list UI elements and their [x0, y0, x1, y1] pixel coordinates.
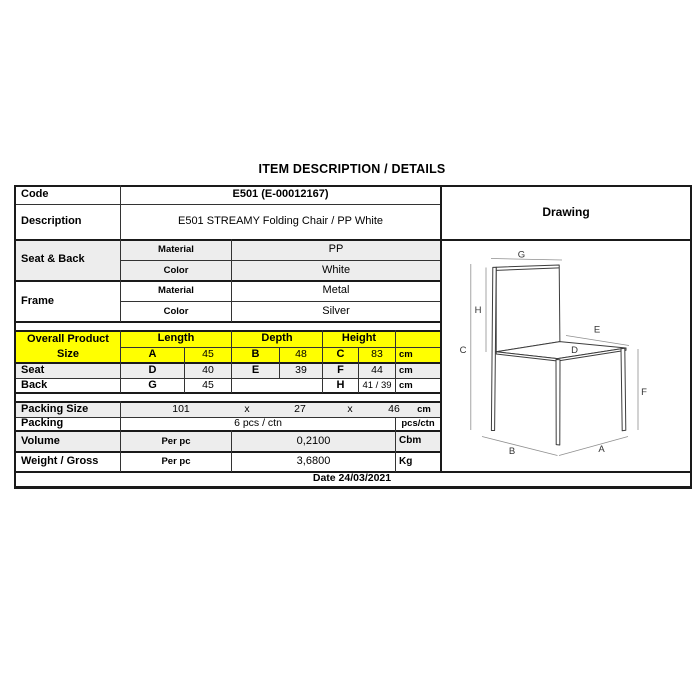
back-height-key: H [336, 378, 345, 391]
volume-label: Volume [21, 434, 60, 447]
overall-length-value: 45 [202, 347, 214, 360]
volume-unit: Cbm [399, 435, 422, 447]
date-row: Date 24/03/2021 [312, 472, 392, 485]
description-label: Description [21, 215, 82, 228]
code-value: E501 (E-00012167) [232, 188, 329, 201]
seat-depth-value: 39 [295, 363, 307, 376]
overall-depth-key: B [251, 347, 260, 360]
back-row-label: Back [21, 378, 48, 391]
seat-length-key: D [148, 363, 157, 376]
dim-label-e: E [593, 324, 601, 336]
chair-front-leg [556, 360, 560, 446]
page-title: ITEM DESCRIPTION / DETAILS [258, 162, 446, 176]
dim-label-c: C [459, 345, 467, 356]
chair-backrest [496, 265, 560, 352]
seat-height-value: 44 [371, 363, 383, 376]
depth-header: Depth [261, 332, 293, 345]
weight-value: 3,6800 [296, 455, 331, 468]
weight-label: Weight / Gross [21, 455, 99, 468]
overall-length-key: A [148, 347, 157, 360]
code-label: Code [21, 188, 49, 201]
dim-line-a [559, 437, 628, 456]
packing-unit: pcs/ctn [401, 418, 435, 430]
seat-unit: cm [399, 364, 413, 376]
dim-line-g [491, 259, 562, 261]
packing-value: 6 pcs / ctn [234, 417, 282, 430]
seat-back-label: Seat & Back [21, 253, 85, 266]
weight-unit: Kg [399, 455, 413, 467]
dim-label-b: B [508, 446, 516, 457]
packing-size-dim3: 46 [388, 402, 400, 415]
packing-size-sep1: x [244, 402, 250, 415]
description-value: E501 STREAMY Folding Chair / PP White [177, 215, 383, 228]
frame-material-value: Metal [322, 284, 350, 297]
length-header: Length [157, 332, 195, 345]
overall-unit: cm [399, 348, 413, 360]
frame-label: Frame [21, 294, 55, 307]
chair-left-frame [491, 267, 496, 430]
chair-right-leg [621, 348, 626, 431]
overall-depth-value: 48 [295, 347, 307, 360]
dim-label-d: D [571, 345, 578, 356]
seat-depth-key: E [251, 363, 260, 376]
volume-basis: Per pc [161, 435, 191, 447]
back-unit: cm [399, 379, 413, 391]
frame-material-label: Material [158, 285, 194, 297]
seat-back-color-label: Color [163, 264, 189, 276]
packing-size-unit: cm [417, 403, 431, 415]
back-length-key: G [148, 378, 157, 391]
packing-size-label: Packing Size [21, 402, 89, 415]
chair-drawing [440, 240, 690, 472]
seat-back-material-value: PP [328, 242, 344, 255]
volume-value: 0,2100 [296, 434, 331, 447]
frame-color-value: Silver [322, 304, 350, 317]
packing-label: Packing [21, 417, 64, 430]
overall-size-label: Overall Product Size [27, 332, 109, 360]
packing-size-dim2: 27 [294, 402, 306, 415]
seat-height-key: F [337, 363, 344, 376]
overall-height-value: 83 [371, 347, 383, 360]
seat-length-value: 40 [202, 363, 214, 376]
seat-back-color-value: White [321, 263, 351, 276]
weight-basis: Per pc [161, 456, 191, 468]
divider [690, 185, 692, 489]
seat-row-label: Seat [21, 363, 45, 376]
back-length-value: 45 [202, 378, 214, 391]
dim-line-b [482, 437, 558, 456]
dim-label-f: F [641, 387, 647, 398]
dim-label-g: G [517, 249, 526, 261]
divider [14, 486, 692, 489]
dim-label-a: A [598, 444, 605, 455]
seat-back-material-label: Material [158, 243, 194, 255]
frame-color-label: Color [163, 305, 189, 317]
dim-label-h: H [474, 305, 482, 316]
back-height-value: 41 / 39 [362, 379, 392, 391]
height-header: Height [341, 332, 377, 345]
overall-height-key: C [336, 347, 345, 360]
packing-size-dim1: 101 [172, 402, 190, 415]
packing-size-sep2: x [347, 402, 353, 415]
drawing-header: Drawing [542, 205, 590, 219]
